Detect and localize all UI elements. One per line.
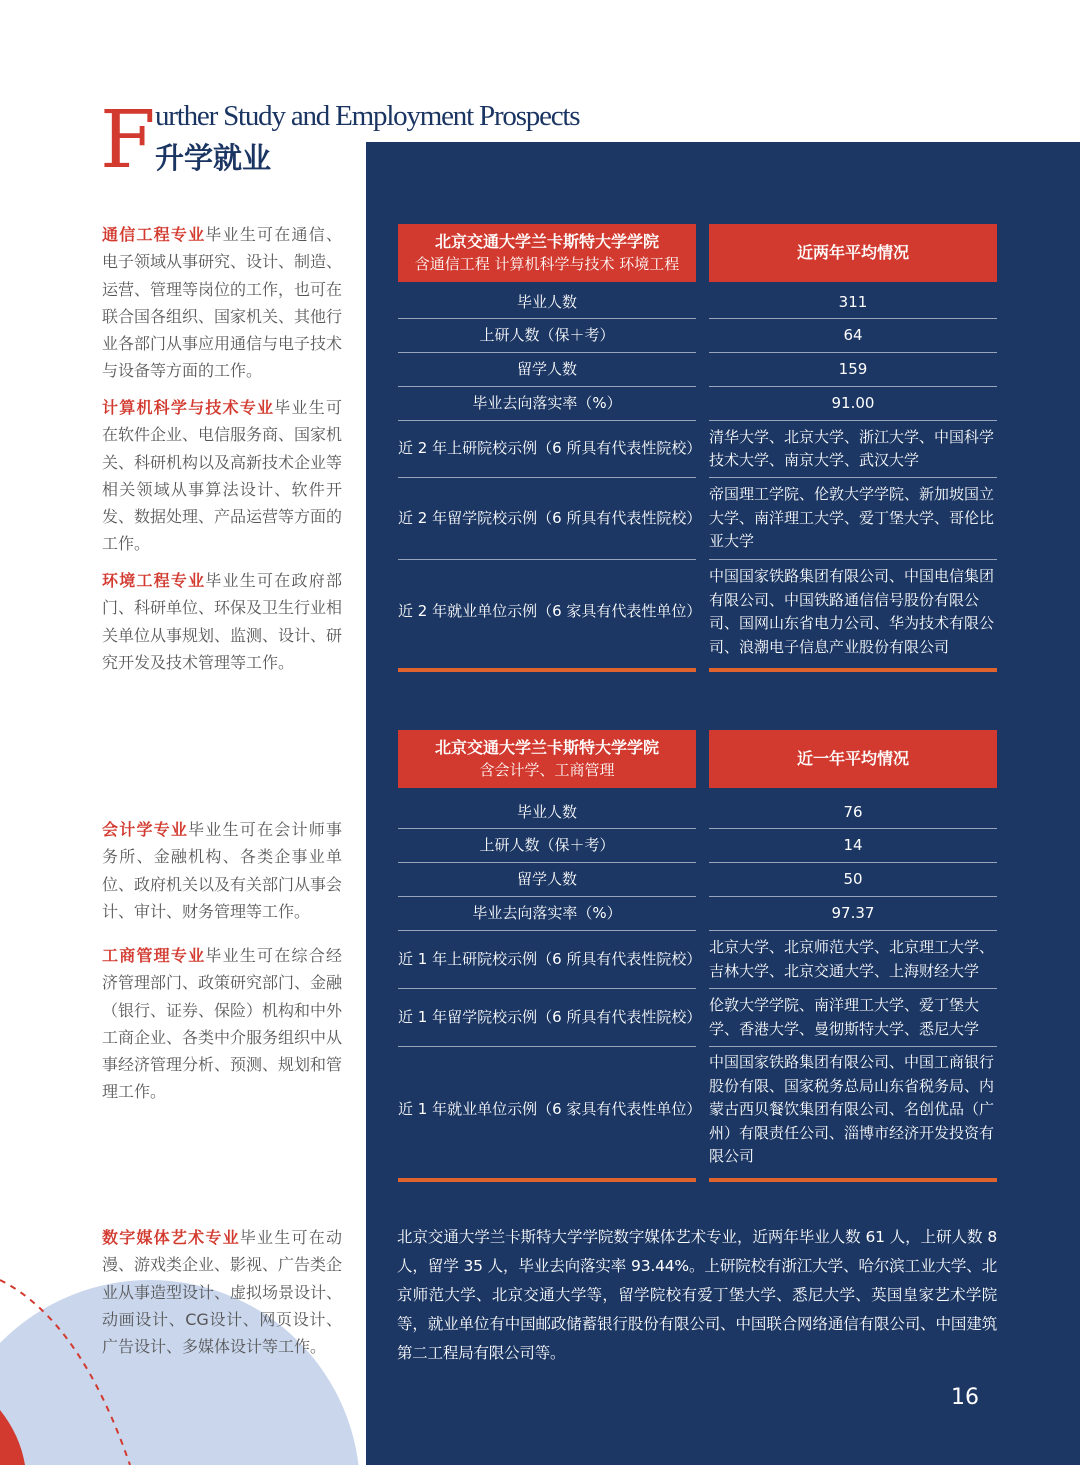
accounting-description [102, 816, 342, 925]
table2-label: 上研人数（保＋考） [398, 829, 696, 863]
business-major: 工商管理专业 [102, 946, 206, 965]
table1-label: 近 2 年留学院校示例（6 所具有代表性院校） [398, 478, 696, 560]
table2-bottom-bar [398, 1178, 696, 1182]
business-text: 毕业生可在综合经济管理部门、政策研究部门、金融（银行、证券、保险）机构和中外工商企业、各类中介服务组织中从事经济管理分析、预测、规划和管理工作。 [102, 946, 343, 1102]
table1-value: 64 [709, 319, 997, 353]
table1-label: 毕业人数 [398, 287, 696, 319]
comm-eng-description [102, 221, 342, 385]
table1-period: 近两年平均情况 [796, 243, 909, 262]
table2-value: 14 [709, 829, 997, 863]
table1-label: 近 2 年就业单位示例（6 家具有代表性单位） [398, 602, 702, 621]
digital-media-text: 毕业生可在动漫、游戏类企业、影视、广告类企业从事造型设计、虚拟场景设计、动画设计、CG设计、网页设计、广告设计、多媒体设计等工作。 [102, 1228, 343, 1357]
table1-value: 帝国理工学院、伦敦大学学院、新加坡国立大学、南洋理工大学、爱丁堡大学、哥伦比亚大学 [709, 478, 997, 560]
table2-value: 中国国家铁路集团有限公司、中国工商银行股份有限、国家税务总局山东省税务局、内蒙古西贝餐饮集团有限公司、名创优品（广州）有限责任公司、淄博市经济开发投资有限公司 [709, 1053, 995, 1166]
cs-text: 毕业生可在软件企业、电信服务商、国家机关、科研机构以及高新技术企业等相关领域从事算法设计、软件开发、数据处理、产品运营等方面的工作。 [102, 398, 343, 554]
env-eng-description [102, 567, 342, 676]
digital-media-description [102, 1224, 342, 1360]
cs-major: 计算机科学与技术专业 [102, 398, 275, 417]
table1-label: 上研人数（保＋考） [398, 319, 696, 353]
table2-label: 近 1 年留学院校示例（6 所具有代表性院校） [398, 989, 696, 1047]
table2-label: 近 1 年上研院校示例（6 所具有代表性院校） [398, 931, 696, 989]
comm-eng-text: 毕业生可在通信、电子领域从事研究、设计、制造、运营、管理等岗位的工作，也可在联合国各组织、国家机关、其他行业各部门从事应用通信与电子技术与设备等方面的工作。 [102, 225, 343, 381]
table1-value: 中国国家铁路集团有限公司、中国电信集团有限公司、中国铁路通信信号股份有限公司、国网山东省电力公司、华为技术有限公司、浪潮电子信息产业股份有限公司 [709, 567, 995, 656]
title-initial-letter: F [100, 93, 156, 186]
table1-label: 留学人数 [398, 353, 696, 387]
table2-majors: 含会计学、工商管理 [479, 761, 615, 779]
table2-college-name: 北京交通大学兰卡斯特大学学院 [434, 738, 659, 757]
table2-value: 97.37 [709, 897, 997, 931]
comm-eng-major: 通信工程专业 [102, 225, 206, 244]
table1-label: 近 2 年上研院校示例（6 所具有代表性院校） [398, 421, 696, 478]
env-eng-major: 环境工程专业 [102, 571, 206, 590]
table1-header-right [709, 224, 997, 282]
table1-header-left [398, 224, 696, 282]
table1-value: 159 [709, 353, 997, 387]
table1-majors: 含通信工程 计算机科学与技术 环境工程 [414, 255, 680, 273]
table2-value: 北京大学、北京师范大学、北京理工大学、吉林大学、北京交通大学、上海财经大学 [709, 931, 997, 989]
table1-value: 311 [709, 287, 997, 319]
table2-bottom-bar [709, 1178, 997, 1182]
table1-value: 91.00 [709, 387, 997, 421]
digital-media-stats-paragraph: 北京交通大学兰卡斯特大学学院数字媒体艺术专业，近两年毕业人数 61 人，上研人数 8 人，留学 35 人，毕业去向落实率 93.44%。上研院校有浙江大学、哈尔滨工业大学、北京师范大学、北京交通大学等，留学院校有爱丁堡大学、悉尼大学、英国皇家艺术学院等，就业单位有中国邮政储蓄银行股份有限公司、中国联合网络通信有限公司、中国建筑第二工程局有限公司等。 [397, 1228, 997, 1362]
table2-value: 伦敦大学学院、南洋理工大学、爱丁堡大学、香港大学、曼彻斯特大学、悉尼大学 [709, 989, 997, 1047]
table1-bottom-bar [709, 668, 997, 672]
cs-description [102, 394, 342, 558]
page-title-chinese: 升学就业 [155, 141, 272, 175]
page-title-english: urther Study and Employment Prospects [155, 100, 580, 132]
table2-header-left [398, 730, 696, 788]
table2-value: 76 [709, 797, 997, 829]
accounting-text: 毕业生可在会计师事务所、金融机构、各类企事业单位、政府机关以及有关部门从事会计、审计、财务管理等工作。 [102, 820, 343, 921]
table2-label: 近 1 年就业单位示例（6 家具有代表性单位） [398, 1100, 702, 1119]
accounting-major: 会计学专业 [102, 820, 189, 839]
table2-header-right [709, 730, 997, 788]
digital-media-major: 数字媒体艺术专业 [102, 1228, 240, 1247]
table2-label: 毕业去向落实率（%） [398, 897, 696, 931]
table2-value: 50 [709, 863, 997, 897]
table1-value: 清华大学、北京大学、浙江大学、中国科学技术大学、南京大学、武汉大学 [709, 421, 997, 478]
business-description [102, 942, 342, 1106]
table2-label: 毕业人数 [398, 797, 696, 829]
table1-college-name: 北京交通大学兰卡斯特大学学院 [434, 232, 659, 251]
table1-label: 毕业去向落实率（%） [398, 387, 696, 421]
table2-period: 近一年平均情况 [796, 749, 909, 768]
table2-label: 留学人数 [398, 863, 696, 897]
env-eng-text: 毕业生可在政府部门、科研单位、环保及卫生行业相关单位从事规划、监测、设计、研究开发及技术管理等工作。 [102, 571, 343, 672]
page-number: 16 [951, 1385, 979, 1410]
table1-bottom-bar [398, 668, 696, 672]
